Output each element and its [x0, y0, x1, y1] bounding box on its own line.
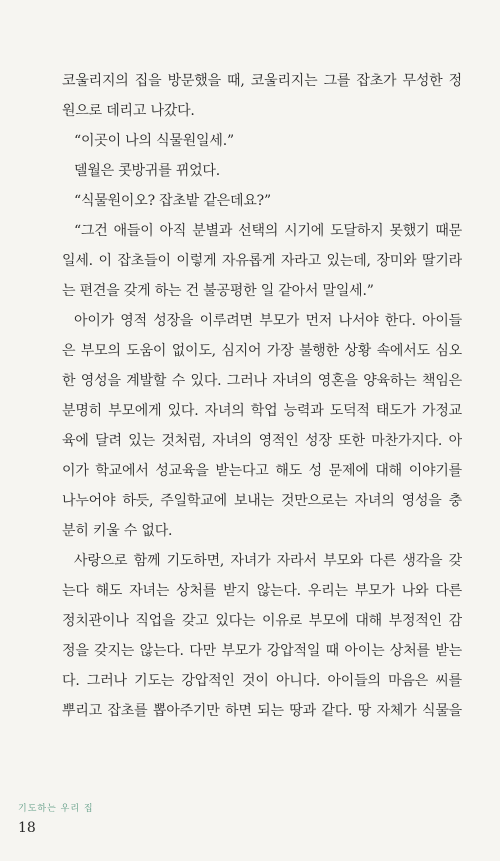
text-line: 원으로 데리고 나갔다.	[62, 103, 195, 119]
text-line: 은 부모의 도움이 없이도, 심지어 가장 불행한 상황 속에서도 심오	[62, 343, 462, 359]
running-footer-title: 기도하는 우리 집	[18, 804, 94, 814]
body-text	[62, 66, 462, 726]
text-line: 아이가 영적 성장을 이루려면 부모가 먼저 나서야 한다. 아이들	[74, 313, 462, 329]
text-line: 코울리지의 집을 방문했을 때, 코울리지는 그를 잡초가 무성한 정	[62, 73, 462, 89]
text-line: “이곳이 나의 식물원일세.”	[74, 133, 234, 149]
page-number: 18	[18, 820, 36, 836]
text-line: 는다 해도 자녀는 상처를 받지 않는다. 우리는 부모가 나와 다른	[62, 583, 462, 599]
text-line: 일세. 이 잡초들이 이렇게 자유롭게 자라고 있는데, 장미와 딸기라	[62, 253, 462, 269]
text-line: 육에 달려 있는 것처럼, 자녀의 영적인 성장 또한 마찬가지다. 아	[62, 433, 462, 449]
text-line: 사랑으로 함께 기도하면, 자녀가 자라서 부모와 다른 생각을 갖	[74, 553, 462, 569]
text-line: 는 편견을 갖게 하는 건 불공평한 일 같아서 말일세.”	[62, 283, 374, 299]
text-line: 한 영성을 계발할 수 있다. 그러나 자녀의 영혼을 양육하는 책임은	[62, 373, 462, 389]
text-line: 정치관이나 직업을 갖고 있다는 이유로 부모에 대해 부정적인 감	[62, 613, 462, 629]
text-line: 분명히 부모에게 있다. 자녀의 학업 능력과 도덕적 태도가 가정교	[62, 403, 462, 419]
text-line: 분히 키울 수 없다.	[62, 523, 173, 539]
text-line: 다. 그러나 기도는 강압적인 것이 아니다. 아이들의 마음은 씨를	[62, 673, 462, 689]
text-line: 나누어야 하듯, 주일학교에 보내는 것만으로는 자녀의 영성을 충	[62, 493, 462, 509]
text-line: “식물원이오? 잡초밭 같은데요?”	[74, 193, 271, 209]
text-line: “그건 애들이 아직 분별과 선택의 시기에 도달하지 못했기 때문	[74, 223, 462, 239]
text-line: 델월은 콧방귀를 뀌었다.	[74, 163, 220, 179]
text-line: 이가 학교에서 성교육을 받는다고 해도 성 문제에 대해 이야기를	[62, 463, 462, 479]
text-line: 뿌리고 잡초를 뽑아주기만 하면 되는 땅과 같다. 땅 자체가 식물을	[62, 703, 462, 719]
text-line: 정을 갖지는 않는다. 다만 부모가 강압적일 때 아이는 상처를 받는	[62, 643, 462, 659]
